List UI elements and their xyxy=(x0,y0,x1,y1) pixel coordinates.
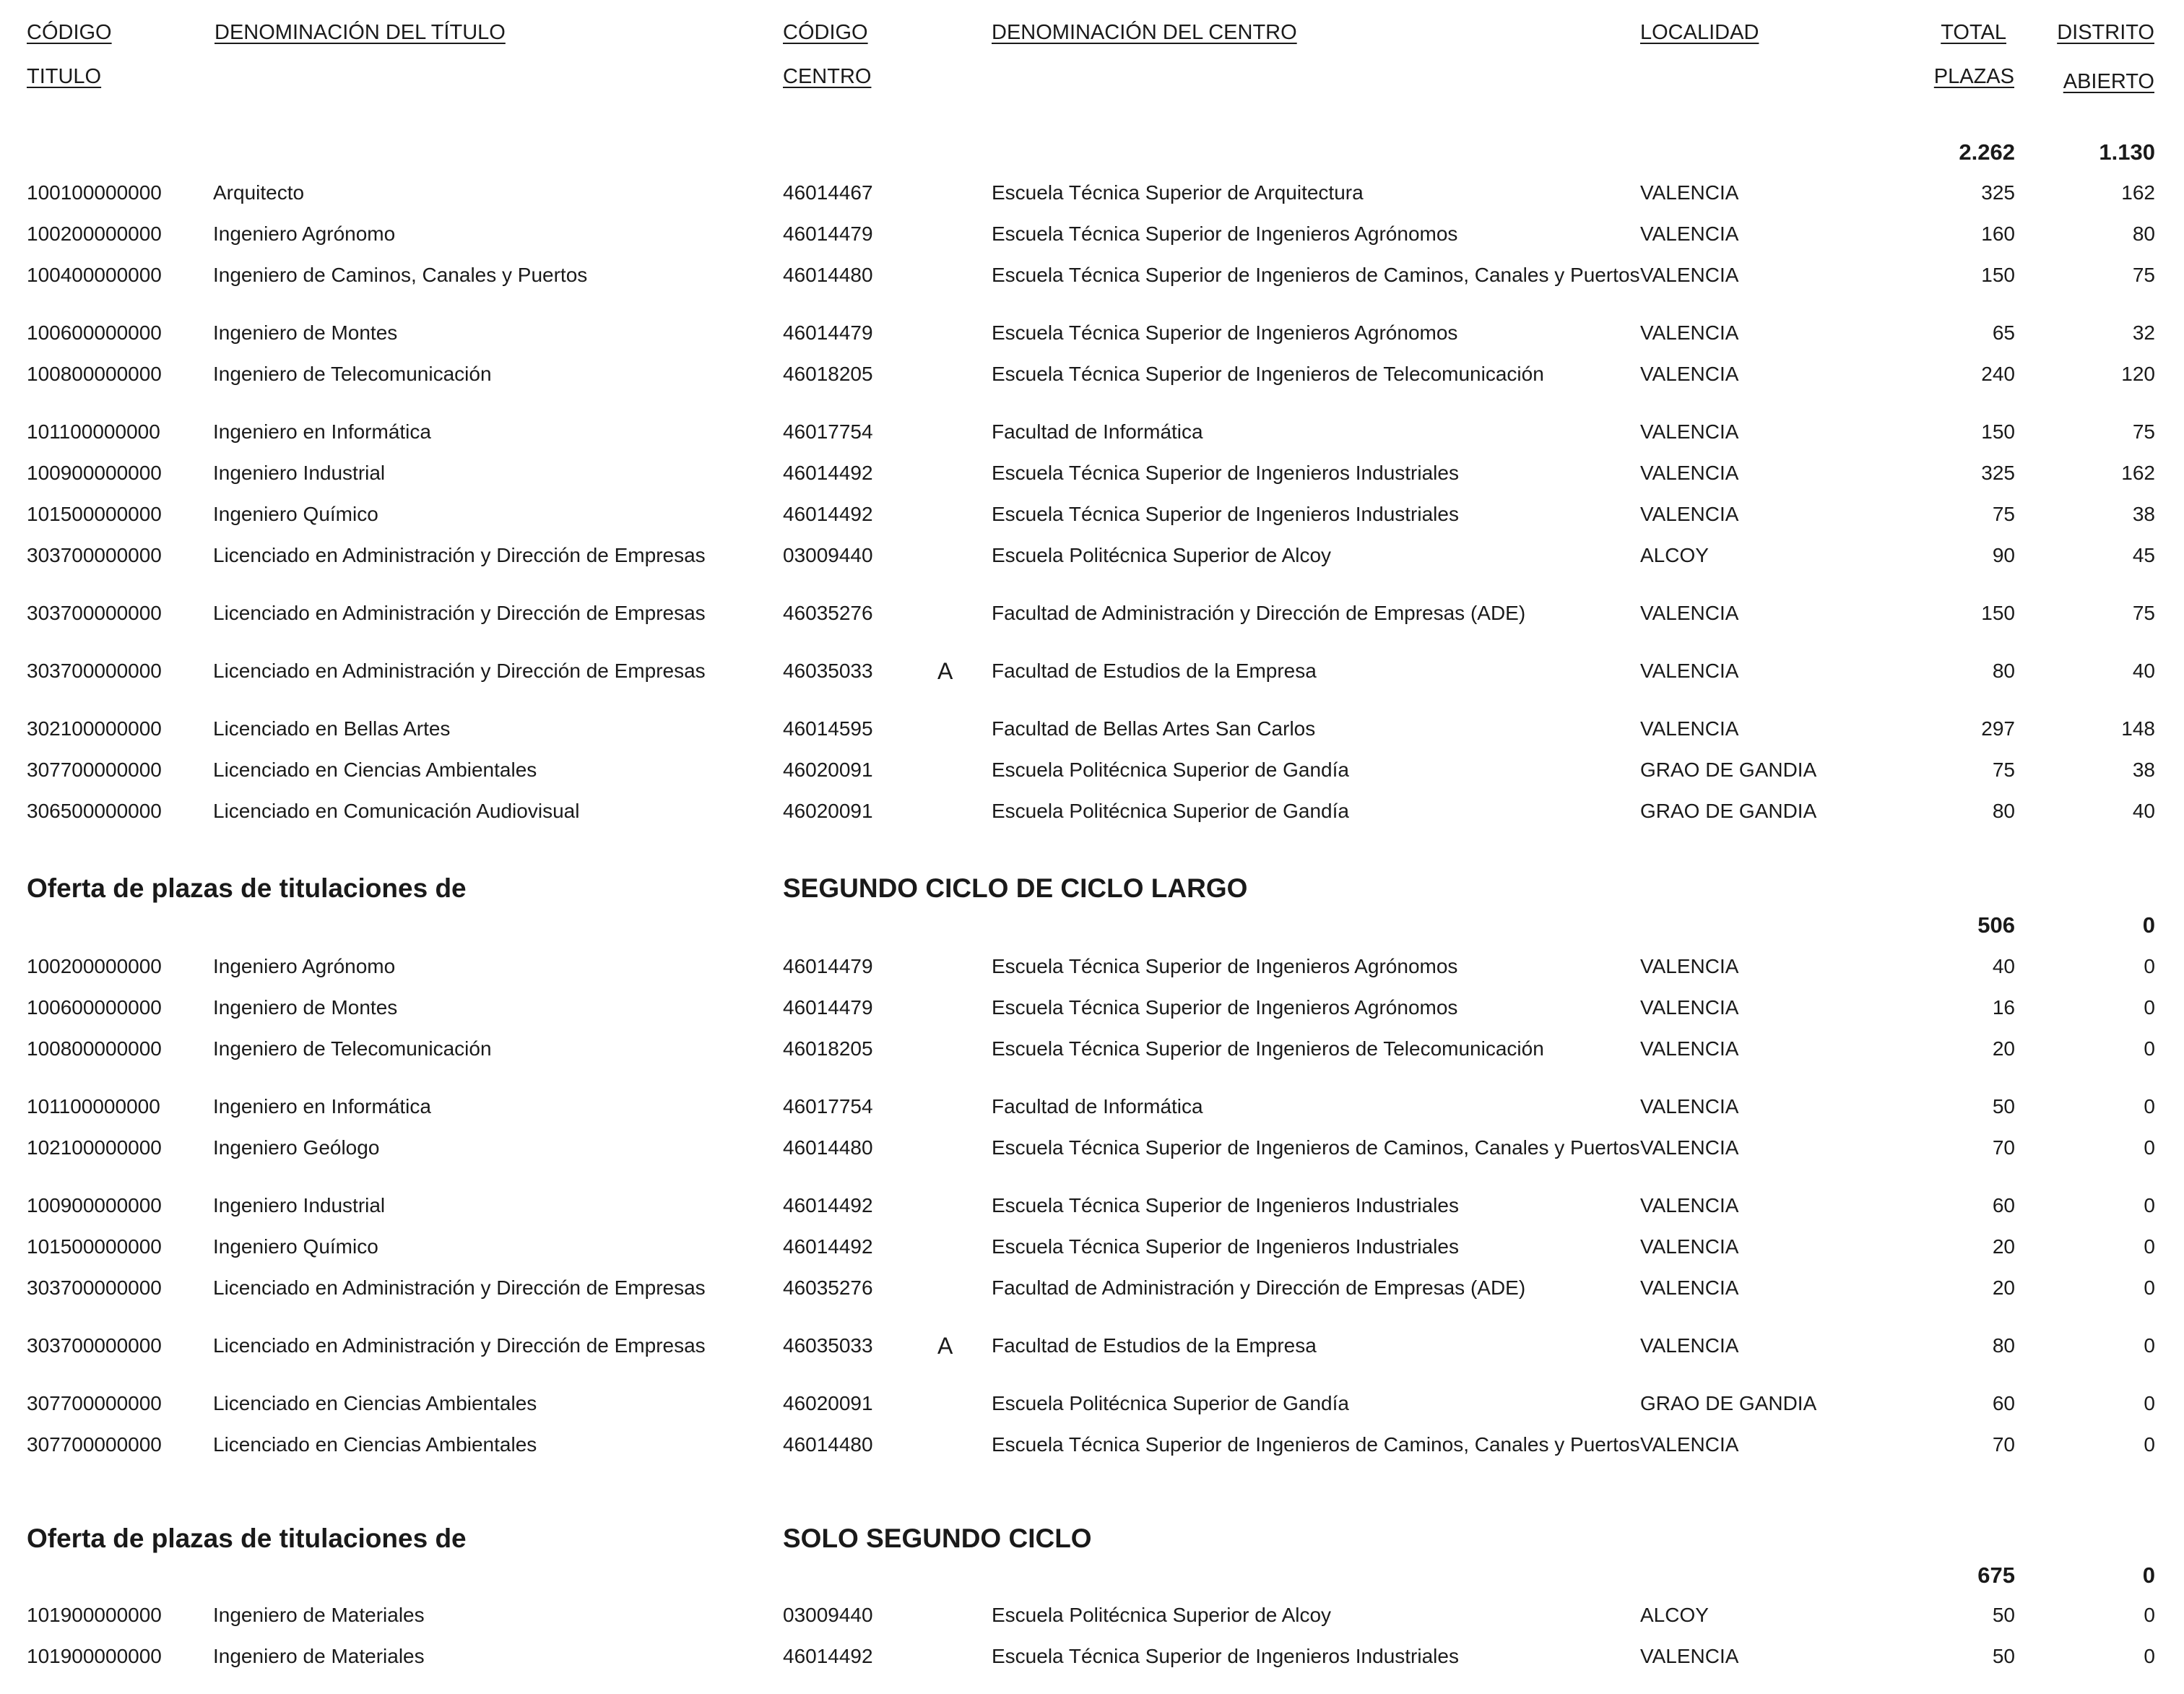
denominacion-centro: Escuela Técnica Superior de Ingenieros Agrónomos xyxy=(992,321,1458,344)
denominacion-titulo: Ingeniero de Caminos, Canales y Puertos xyxy=(213,264,588,286)
distrito-abierto: 0 xyxy=(2144,1095,2155,1118)
codigo-centro: 46017754 xyxy=(783,420,873,443)
distrito-abierto: 80 xyxy=(2132,222,2155,245)
codigo-centro: 46014492 xyxy=(783,1194,873,1217)
localidad: VALENCIA xyxy=(1640,420,1739,443)
header-centro: CENTRO xyxy=(783,65,872,88)
denominacion-titulo: Licenciado en Ciencias Ambientales xyxy=(213,1392,537,1414)
centro-mark: A xyxy=(937,658,953,684)
codigo-centro: 46014479 xyxy=(783,955,873,977)
distrito-abierto: 45 xyxy=(2132,544,2155,566)
codigo-centro: 46014492 xyxy=(783,1235,873,1258)
codigo-centro: 46014492 xyxy=(783,1645,873,1667)
centro-mark: A xyxy=(937,1333,953,1359)
denominacion-centro: Facultad de Administración y Dirección de Empresas (ADE) xyxy=(992,1276,1526,1299)
section-total-plazas: 675 xyxy=(1977,1563,2015,1588)
codigo-centro: 46020091 xyxy=(783,1392,873,1414)
codigo-centro: 46017754 xyxy=(783,1095,873,1118)
denominacion-centro: Escuela Técnica Superior de Ingenieros Agrónomos xyxy=(992,955,1458,977)
codigo-titulo: 100200000000 xyxy=(27,955,162,977)
total-plazas: 70 xyxy=(1992,1136,2015,1159)
codigo-titulo: 100100000000 xyxy=(27,181,162,204)
total-plazas: 150 xyxy=(1981,602,2015,624)
distrito-abierto: 32 xyxy=(2132,321,2155,344)
codigo-centro: 03009440 xyxy=(783,1604,873,1626)
section-total-plazas: 2.262 xyxy=(1959,139,2015,165)
localidad: VALENCIA xyxy=(1640,1136,1739,1159)
denominacion-titulo: Licenciado en Comunicación Audiovisual xyxy=(213,800,580,822)
codigo-centro: 46018205 xyxy=(783,1037,873,1060)
denominacion-centro: Escuela Técnica Superior de Arquitectura xyxy=(992,181,1364,204)
denominacion-titulo: Ingeniero Industrial xyxy=(213,1194,386,1217)
localidad: VALENCIA xyxy=(1640,717,1739,740)
distrito-abierto: 0 xyxy=(2144,1433,2155,1456)
denominacion-centro: Escuela Técnica Superior de Ingenieros Industriales xyxy=(992,462,1459,484)
codigo-titulo: 307700000000 xyxy=(27,1433,162,1456)
distrito-abierto: 75 xyxy=(2132,602,2155,624)
codigo-centro: 46035033 xyxy=(783,660,873,682)
denominacion-centro: Facultad de Estudios de la Empresa xyxy=(992,1334,1317,1357)
denominacion-titulo: Ingeniero Químico xyxy=(213,503,378,525)
total-plazas: 240 xyxy=(1981,363,2015,385)
localidad: VALENCIA xyxy=(1640,264,1739,286)
section-total-distrito: 0 xyxy=(2142,1563,2155,1588)
localidad: VALENCIA xyxy=(1640,1645,1739,1667)
codigo-titulo: 100800000000 xyxy=(27,363,162,385)
localidad: VALENCIA xyxy=(1640,1334,1739,1357)
total-plazas: 325 xyxy=(1981,462,2015,484)
codigo-centro: 03009440 xyxy=(783,544,873,566)
codigo-centro: 46020091 xyxy=(783,759,873,781)
total-plazas: 80 xyxy=(1992,660,2015,682)
distrito-abierto: 162 xyxy=(2121,181,2155,204)
header-abierto: ABIERTO xyxy=(2063,70,2154,93)
localidad: VALENCIA xyxy=(1640,1276,1739,1299)
denominacion-titulo: Ingeniero Geólogo xyxy=(213,1136,380,1159)
codigo-centro: 46014595 xyxy=(783,717,873,740)
localidad: GRAO DE GANDIA xyxy=(1640,1392,1817,1414)
denominacion-centro: Escuela Técnica Superior de Ingenieros Agrónomos xyxy=(992,996,1458,1019)
distrito-abierto: 0 xyxy=(2144,1392,2155,1414)
codigo-titulo: 100800000000 xyxy=(27,1037,162,1060)
header-codigo-centro: CÓDIGO xyxy=(783,21,868,44)
distrito-abierto: 0 xyxy=(2144,955,2155,977)
denominacion-titulo: Licenciado en Administración y Dirección de Empresas xyxy=(213,544,706,566)
denominacion-centro: Escuela Técnica Superior de Ingenieros de Caminos, Canales y Puertos xyxy=(992,1433,1640,1456)
localidad: VALENCIA xyxy=(1640,1095,1739,1118)
denominacion-titulo: Licenciado en Ciencias Ambientales xyxy=(213,759,537,781)
distrito-abierto: 40 xyxy=(2132,660,2155,682)
header-plazas: PLAZAS xyxy=(1933,65,2014,88)
denominacion-titulo: Licenciado en Bellas Artes xyxy=(213,717,451,740)
codigo-titulo: 101900000000 xyxy=(27,1645,162,1667)
denominacion-titulo: Arquitecto xyxy=(213,181,305,204)
header-denominacion-centro: DENOMINACIÓN DEL CENTRO xyxy=(992,21,1297,44)
denominacion-titulo: Ingeniero de Materiales xyxy=(213,1645,425,1667)
denominacion-centro: Escuela Técnica Superior de Ingenieros de Caminos, Canales y Puertos xyxy=(992,264,1640,286)
section-label: Oferta de plazas de titulaciones de xyxy=(27,873,467,903)
codigo-titulo: 101500000000 xyxy=(27,503,162,525)
codigo-centro: 46020091 xyxy=(783,800,873,822)
denominacion-centro: Escuela Técnica Superior de Ingenieros de Caminos, Canales y Puertos xyxy=(992,1136,1640,1159)
codigo-centro: 46014480 xyxy=(783,1136,873,1159)
denominacion-centro: Escuela Politécnica Superior de Gandía xyxy=(992,759,1349,781)
localidad: GRAO DE GANDIA xyxy=(1640,759,1817,781)
denominacion-centro: Facultad de Informática xyxy=(992,1095,1203,1118)
denominacion-titulo: Licenciado en Administración y Dirección de Empresas xyxy=(213,660,706,682)
denominacion-centro: Escuela Politécnica Superior de Alcoy xyxy=(992,544,1332,566)
codigo-titulo: 100900000000 xyxy=(27,1194,162,1217)
denominacion-centro: Facultad de Estudios de la Empresa xyxy=(992,660,1317,682)
total-plazas: 150 xyxy=(1981,264,2015,286)
localidad: VALENCIA xyxy=(1640,222,1739,245)
total-plazas: 150 xyxy=(1981,420,2015,443)
distrito-abierto: 0 xyxy=(2144,1136,2155,1159)
section-title: SOLO SEGUNDO CICLO xyxy=(783,1524,1092,1553)
total-plazas: 50 xyxy=(1992,1604,2015,1626)
codigo-titulo: 100600000000 xyxy=(27,321,162,344)
total-plazas: 60 xyxy=(1992,1194,2015,1217)
localidad: VALENCIA xyxy=(1640,363,1739,385)
distrito-abierto: 38 xyxy=(2132,759,2155,781)
denominacion-titulo: Licenciado en Administración y Dirección de Empresas xyxy=(213,1334,706,1357)
denominacion-titulo: Ingeniero Agrónomo xyxy=(213,222,396,245)
distrito-abierto: 75 xyxy=(2132,264,2155,286)
total-plazas: 297 xyxy=(1981,717,2015,740)
denominacion-centro: Escuela Técnica Superior de Ingenieros Industriales xyxy=(992,1235,1459,1258)
total-plazas: 20 xyxy=(1992,1037,2015,1060)
localidad: VALENCIA xyxy=(1640,462,1739,484)
header-localidad: LOCALIDAD xyxy=(1640,21,1759,44)
denominacion-centro: Escuela Técnica Superior de Ingenieros Agrónomos xyxy=(992,222,1458,245)
localidad: GRAO DE GANDIA xyxy=(1640,800,1817,822)
localidad: VALENCIA xyxy=(1640,1433,1739,1456)
localidad: ALCOY xyxy=(1640,1604,1709,1626)
total-plazas: 60 xyxy=(1992,1392,2015,1414)
codigo-titulo: 303700000000 xyxy=(27,660,162,682)
denominacion-titulo: Ingeniero en Informática xyxy=(213,1095,431,1118)
distrito-abierto: 0 xyxy=(2144,1604,2155,1626)
denominacion-titulo: Licenciado en Administración y Dirección de Empresas xyxy=(213,1276,706,1299)
distrito-abierto: 0 xyxy=(2144,1235,2155,1258)
distrito-abierto: 75 xyxy=(2132,420,2155,443)
codigo-titulo: 101500000000 xyxy=(27,1235,162,1258)
header-distrito: DISTRITO xyxy=(2057,21,2154,44)
distrito-abierto: 148 xyxy=(2121,717,2155,740)
distrito-abierto: 0 xyxy=(2144,1194,2155,1217)
total-plazas: 70 xyxy=(1992,1433,2015,1456)
codigo-titulo: 102100000000 xyxy=(27,1136,162,1159)
localidad: VALENCIA xyxy=(1640,660,1739,682)
codigo-centro: 46014467 xyxy=(783,181,873,204)
localidad: VALENCIA xyxy=(1640,955,1739,977)
localidad: VALENCIA xyxy=(1640,1194,1739,1217)
denominacion-centro: Escuela Técnica Superior de Ingenieros Industriales xyxy=(992,1645,1459,1667)
localidad: VALENCIA xyxy=(1640,181,1739,204)
codigo-centro: 46035276 xyxy=(783,1276,873,1299)
codigo-titulo: 302100000000 xyxy=(27,717,162,740)
section-total-distrito: 0 xyxy=(2142,912,2155,938)
denominacion-titulo: Licenciado en Administración y Dirección de Empresas xyxy=(213,602,706,624)
denominacion-titulo: Ingeniero de Montes xyxy=(213,996,398,1019)
codigo-titulo: 306500000000 xyxy=(27,800,162,822)
total-plazas: 16 xyxy=(1992,996,2015,1019)
section-total-plazas: 506 xyxy=(1977,912,2015,938)
total-plazas: 325 xyxy=(1981,181,2015,204)
codigo-titulo: 101100000000 xyxy=(27,1095,160,1118)
codigo-titulo: 100400000000 xyxy=(27,264,162,286)
total-plazas: 40 xyxy=(1992,955,2015,977)
denominacion-titulo: Ingeniero de Materiales xyxy=(213,1604,425,1626)
codigo-titulo: 303700000000 xyxy=(27,544,162,566)
codigo-centro: 46014480 xyxy=(783,264,873,286)
distrito-abierto: 120 xyxy=(2121,363,2155,385)
localidad: VALENCIA xyxy=(1640,602,1739,624)
codigo-centro: 46014479 xyxy=(783,222,873,245)
denominacion-centro: Escuela Politécnica Superior de Gandía xyxy=(992,1392,1349,1414)
denominacion-centro: Escuela Técnica Superior de Ingenieros Industriales xyxy=(992,503,1459,525)
section-label: Oferta de plazas de titulaciones de xyxy=(27,1524,467,1553)
localidad: VALENCIA xyxy=(1640,1235,1739,1258)
total-plazas: 50 xyxy=(1992,1645,2015,1667)
total-plazas: 90 xyxy=(1992,544,2015,566)
codigo-centro: 46035033 xyxy=(783,1334,873,1357)
total-plazas: 20 xyxy=(1992,1235,2015,1258)
denominacion-titulo: Ingeniero de Telecomunicación xyxy=(213,1037,492,1060)
denominacion-centro: Escuela Técnica Superior de Ingenieros Industriales xyxy=(992,1194,1459,1217)
codigo-titulo: 100200000000 xyxy=(27,222,162,245)
codigo-centro: 46014480 xyxy=(783,1433,873,1456)
denominacion-titulo: Ingeniero de Telecomunicación xyxy=(213,363,492,385)
denominacion-titulo: Ingeniero Químico xyxy=(213,1235,378,1258)
localidad: VALENCIA xyxy=(1640,321,1739,344)
header-codigo-titulo: CÓDIGO xyxy=(27,21,112,44)
section-title: SEGUNDO CICLO DE CICLO LARGO xyxy=(783,873,1248,903)
distrito-abierto: 0 xyxy=(2144,1645,2155,1667)
localidad: ALCOY xyxy=(1640,544,1709,566)
total-plazas: 75 xyxy=(1992,503,2015,525)
codigo-titulo: 100600000000 xyxy=(27,996,162,1019)
codigo-centro: 46018205 xyxy=(783,363,873,385)
header-denominacion-titulo: DENOMINACIÓN DEL TÍTULO xyxy=(214,21,506,44)
codigo-centro: 46014479 xyxy=(783,321,873,344)
distrito-abierto: 40 xyxy=(2132,800,2155,822)
header-titulo: TITULO xyxy=(27,65,102,88)
denominacion-centro: Escuela Politécnica Superior de Gandía xyxy=(992,800,1349,822)
distrito-abierto: 38 xyxy=(2132,503,2155,525)
header-total: TOTAL xyxy=(1941,21,2006,44)
localidad: VALENCIA xyxy=(1640,503,1739,525)
total-plazas: 50 xyxy=(1992,1095,2015,1118)
codigo-titulo: 307700000000 xyxy=(27,759,162,781)
denominacion-centro: Escuela Politécnica Superior de Alcoy xyxy=(992,1604,1332,1626)
distrito-abierto: 0 xyxy=(2144,1276,2155,1299)
total-plazas: 75 xyxy=(1992,759,2015,781)
total-plazas: 160 xyxy=(1981,222,2015,245)
total-plazas: 80 xyxy=(1992,1334,2015,1357)
codigo-titulo: 100900000000 xyxy=(27,462,162,484)
codigo-titulo: 303700000000 xyxy=(27,602,162,624)
codigo-titulo: 101900000000 xyxy=(27,1604,162,1626)
denominacion-titulo: Licenciado en Ciencias Ambientales xyxy=(213,1433,537,1456)
codigo-titulo: 303700000000 xyxy=(27,1276,162,1299)
denominacion-titulo: Ingeniero en Informática xyxy=(213,420,431,443)
denominacion-centro: Escuela Técnica Superior de Ingenieros de Telecomunicación xyxy=(992,1037,1544,1060)
section-total-distrito: 1.130 xyxy=(2099,139,2155,165)
distrito-abierto: 162 xyxy=(2121,462,2155,484)
codigo-titulo: 307700000000 xyxy=(27,1392,162,1414)
denominacion-titulo: Ingeniero Agrónomo xyxy=(213,955,396,977)
codigo-titulo: 303700000000 xyxy=(27,1334,162,1357)
distrito-abierto: 0 xyxy=(2144,1334,2155,1357)
distrito-abierto: 0 xyxy=(2144,1037,2155,1060)
total-plazas: 80 xyxy=(1992,800,2015,822)
total-plazas: 65 xyxy=(1992,321,2015,344)
codigo-centro: 46014492 xyxy=(783,503,873,525)
denominacion-centro: Facultad de Administración y Dirección de Empresas (ADE) xyxy=(992,602,1526,624)
distrito-abierto: 0 xyxy=(2144,996,2155,1019)
codigo-titulo: 101100000000 xyxy=(27,420,160,443)
denominacion-centro: Facultad de Informática xyxy=(992,420,1203,443)
codigo-centro: 46014479 xyxy=(783,996,873,1019)
total-plazas: 20 xyxy=(1992,1276,2015,1299)
localidad: VALENCIA xyxy=(1640,1037,1739,1060)
denominacion-centro: Escuela Técnica Superior de Ingenieros de Telecomunicación xyxy=(992,363,1544,385)
codigo-centro: 46035276 xyxy=(783,602,873,624)
codigo-centro: 46014492 xyxy=(783,462,873,484)
denominacion-centro: Facultad de Bellas Artes San Carlos xyxy=(992,717,1316,740)
localidad: VALENCIA xyxy=(1640,996,1739,1019)
denominacion-titulo: Ingeniero de Montes xyxy=(213,321,398,344)
denominacion-titulo: Ingeniero Industrial xyxy=(213,462,386,484)
